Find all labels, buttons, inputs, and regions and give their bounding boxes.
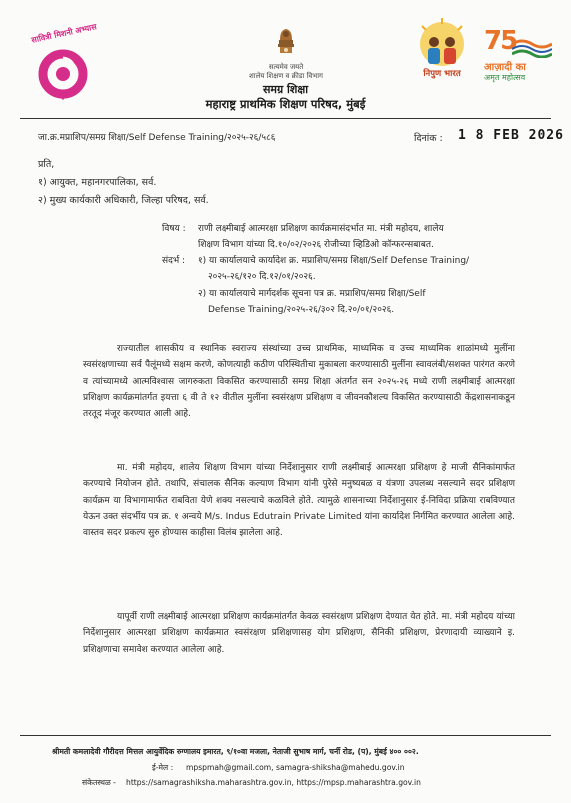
subject-line-2: शिक्षण विभाग यांच्या दि.१०/०२/२०२६ रोजीच्या व्हिडिओ कॉन्फरन्सबाबत.	[198, 240, 434, 250]
date-stamp: 1 8 FEB 2026	[458, 128, 564, 143]
flag-wave-icon	[512, 38, 552, 58]
footer-emails[interactable]: mpspmah@gmail.com, samagra-shiksha@mahedu.gov.in	[186, 763, 405, 772]
azadi-label-2: अमृत महोत्सव	[484, 73, 526, 82]
footer-divider	[20, 735, 551, 736]
emblem-caption-2: शालेय शिक्षण व क्रीडा विभाग	[249, 72, 323, 80]
reference-1-line-2: २०२५-२६/१२० दि.१२/०१/२०२६.	[208, 272, 316, 282]
footer-address: श्रीमती कमलादेवी गौरीदत्त मित्तल आयुर्वेदिक रुग्णालय इमारत, ९/१०वा मजला, नेताजी सुभाष मार्ग, चर्नी रोड, (प), मुंबई ४०० ००२.	[52, 747, 419, 756]
header-title-1: समग्र शिक्षा	[262, 83, 309, 96]
footer-email-label: ई-मेल :	[152, 763, 174, 772]
body-paragraph-1: राज्यातील शासकीय व स्थानिक स्वराज्य संस्थांच्या उच्च प्राथमिक, माध्यमिक व उच्च माध्यमिक शाळांमध्ये मुलींना स्वसंरक्षणाच्या सर्व पैलूंमध्ये सक्षम करणे, कोणत्याही कठीण परिस्थितीचा मुकाबला करण्यासाठी मुलींना स्वावलंबी/सशक्त पारंगत करणे व त्यांच्यामध्ये आत्मविश्वास जागरुकता विकसित करण्यासाठी समग्र शिक्षा अंतर्गत सन २०२५-२६ मध्ये राणी लक्ष्मीबाई आत्मरक्षा प्रशिक्षण कार्यक्रमांतर्गत इयत्ता ६ वी ते १२ वीतील मुलींना स्वसंरक्षण प्रशिक्षण व जीवनकौशल्य विकसित करण्यासाठी केंद्रशासनाकडून तरतूद मंजूर करण्यात आली आहे.	[83, 344, 515, 420]
footer-web-label: संकेतस्थळ -	[82, 778, 116, 787]
reference-2-line-1: २) या कार्यालयाचे मार्गदर्शक सूचना पत्र क्र. मप्राशिप/समग्र शिक्षा/Self	[198, 289, 426, 299]
nipun-bharat-logo	[414, 18, 470, 90]
footer-websites[interactable]: https://samagrashiksha.maharashtra.gov.in, https://mpsp.maharashtra.gov.in	[126, 778, 421, 787]
nipun-label: निपुण भारत	[423, 69, 461, 79]
nipun-bharat-icon	[414, 18, 470, 70]
body-paragraph-3: यापूर्वी राणी लक्ष्मीबाई आत्मरक्षा प्रशिक्षण कार्यक्रमांतर्गत केवळ स्वसंरक्षण प्रशिक्षण देण्यात येत होते. मा. मंत्री महोदय यांच्या निर्देशानुसार आत्मरक्षा प्रशिक्षण कार्यक्रमात स्वसंरक्षण प्रशिक्षणासह योग प्रशिक्षण, सैनिकी प्रशिक्षण, प्रेरणादायी व्याख्याने इ. प्रशिक्षणाचा समावेश करण्यात आलेला आहे.	[83, 612, 515, 655]
reference-label: संदर्भ :	[162, 256, 186, 266]
logo-arc-text: सावित्री मिशनी अभ्यास	[30, 22, 98, 45]
azadi-number: 75	[484, 26, 517, 56]
recipient-prati: प्रति,	[38, 159, 55, 170]
subject-line-1: राणी लक्ष्मीबाई आत्मरक्षा प्रशिक्षण कार्यक्रमासंदर्भात मा. मंत्री महोदय, शालेय	[198, 224, 444, 234]
reference-1-line-1: १) या कार्यालयाचे कार्यादेश क्र. मप्राशिप/समग्र शिक्षा/Self Defense Training/	[198, 256, 470, 266]
header-title-2: महाराष्ट्र प्राथमिक शिक्षण परिषद, मुंबई	[205, 97, 366, 111]
ashoka-emblem-icon	[274, 26, 298, 62]
recipient-1: १) आयुक्त, महानगरपालिका, सर्व.	[38, 177, 157, 188]
azadi-label-1: आज़ादी का	[484, 62, 526, 73]
azadi-logo	[478, 26, 554, 90]
state-emblem	[274, 26, 298, 62]
header-divider	[20, 118, 551, 119]
body-paragraph-2: मा. मंत्री महोदय, शालेय शिक्षण विभाग यांच्या निर्देशानुसार राणी लक्ष्मीबाई आत्मरक्षा प्रशिक्षण हे माजी सैनिकांमार्फत करण्याचे नियोजन होते. तथापि, संचालक सैनिक कल्याण विभाग यांनी पुरेसे मनुष्यबळ व यंत्रणा उपलब्ध नसल्याने सदर प्रशिक्षण कार्यक्रम या विभागामार्फत राबविता येणे शक्य नसल्याचे कळविले होते. त्यामुळे शासनाच्या निर्देशानुसार ई-निविदा प्रक्रिया राबविण्यात येऊन उक्त संदर्भीय पत्र क्र. १ अन्वये M/s. Indus Edutrain Private Limited यांना कार्यादेश निर्गमित करण्यात आलेला आहे. वास्तव सदर प्रकल्प सुरु होण्यास काहीसा विलंब झालेला आहे.	[83, 463, 515, 539]
subject-label: विषय :	[162, 224, 186, 234]
emblem-caption-1: सत्यमेव जयते	[268, 63, 304, 71]
reference-2-line-2: Defense Training/२०२५-२६/३०२ दि.२०/०१/२०२६.	[208, 305, 395, 315]
recipient-2: २) मुख्य कार्यकारी अधिकारी, जिल्हा परिषद, सर्व.	[38, 195, 209, 206]
date-label: दिनांक :	[414, 133, 443, 144]
reference-number: जा.क्र.मप्राशिप/समग्र शिक्षा/Self Defense Training/२०२५-२६/५८६	[38, 133, 276, 143]
